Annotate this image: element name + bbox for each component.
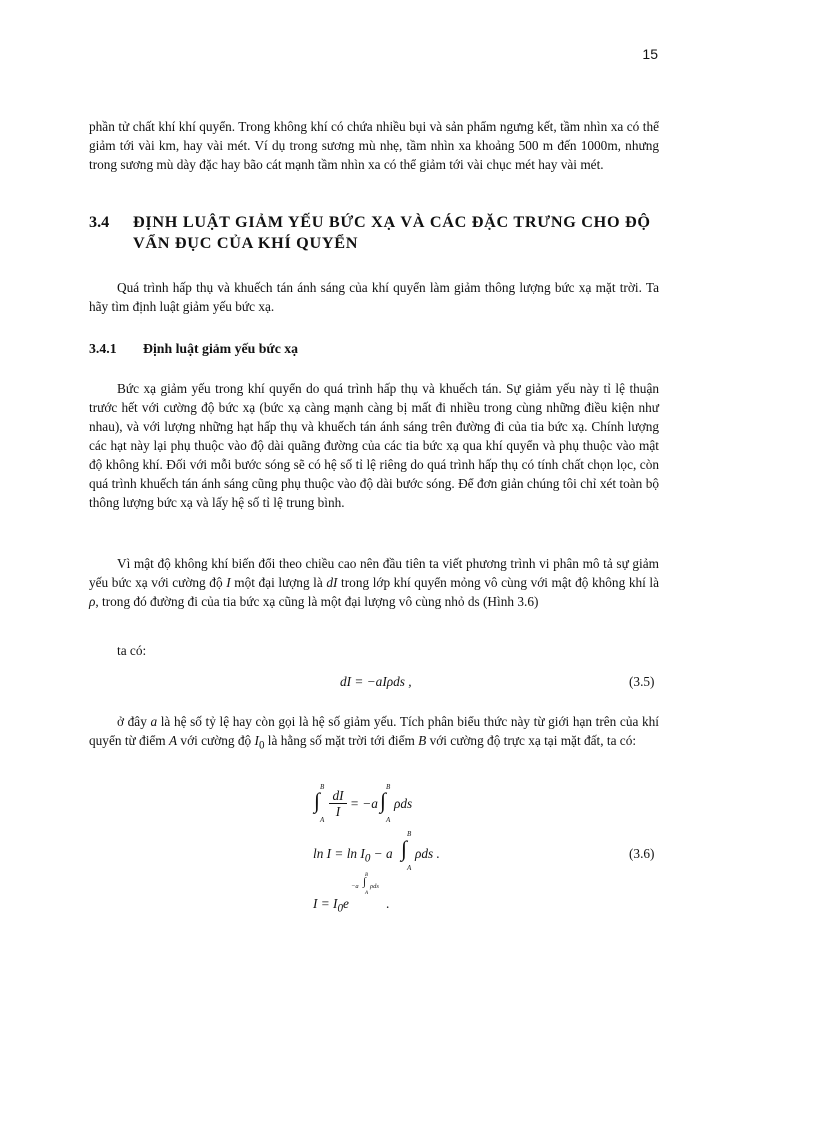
line3-end: . xyxy=(386,896,390,911)
integral-sign: ∫ xyxy=(314,788,321,813)
fraction-numerator: dI xyxy=(329,788,347,804)
integral-sign: ∫ xyxy=(401,836,408,861)
page-number: 15 xyxy=(642,46,658,62)
exponent-tail: ρds xyxy=(370,883,379,890)
subsection-number: 3.4.1 xyxy=(89,341,117,356)
paragraph-3: ở đây a là hệ số tỷ lệ hay còn gọi là hệ số giảm yếu. Tích phân biểu thức này từ giới hạn trên của khí quyển từ điểm A với cường độ $I_0$ là hằng số mặt trời tới điểm B với cường độ trực xạ tại mặt đất, ta có: xyxy=(89,714,659,752)
paragraph-2: Vì mật độ không khí biến đổi theo chiều cao nên đầu tiên ta viết phương trình vi phân mô tả sự giảm yếu bức xạ với cường độ I một đại lượng là dI trong lớp khí quyển mỏng vô cùng với mật độ không khí là ρ, trong đó đường đi của tia bức xạ cũng là một đại lượng vô cùng nhỏ ds (Hình 3.6) xyxy=(89,556,659,609)
exponent-integral-sign: ∫ xyxy=(363,876,367,888)
exponent-limit-bottom: A xyxy=(365,891,369,896)
fraction-denominator: I xyxy=(335,804,341,819)
equation-3-6-number: (3.6) xyxy=(629,846,655,861)
integral-sign: ∫ xyxy=(380,788,387,813)
exponent-limit-top: B xyxy=(365,873,369,878)
section-title: ĐỊNH LUẬT GIẢM YẾU BỨC XẠ VÀ CÁC ĐẶC TRƯNG CHO ĐỘ VẨN ĐỤC CỦA KHÍ QUYỂN xyxy=(133,213,651,252)
equation-3-5: dI = −aIρds , xyxy=(340,674,412,689)
line1-rhs: = −a xyxy=(350,796,378,811)
limit-top: B xyxy=(407,830,412,838)
paragraph-1: Bức xạ giảm yếu trong khí quyển do quá trình hấp thụ và khuếch tán. Sự giảm yếu này tỉ lệ thuận trước hết với cường độ bức xạ (bức xạ càng mạnh càng bị mất đi nhiều trong cùng những điều kiện như nhau), và với lượng những hạt hấp thụ và khuếch tán ánh sáng trên đường đi của tia bức xạ. Chính lượng các hạt này lại phụ thuộc vào độ dài quãng đường của các tia bức xạ qua khí quyển và phụ thuộc vào mật độ không khí. Đối với mỗi bước sóng sẽ có hệ số tỉ lệ riêng do quá trình hấp thụ có tính chất chọn lọc, còn quá trình khuếch tán ánh sáng cũng phụ thuộc vào độ dài bước sóng. Để đơn giản chúng tôi chỉ xét toàn bộ thông lượng bức xạ và lấy hệ số tỉ lệ trung bình. xyxy=(89,381,659,510)
limit-top: B xyxy=(320,783,325,791)
section-number: 3.4 xyxy=(89,213,110,231)
limit-top: B xyxy=(386,783,391,791)
limit-bottom: A xyxy=(320,816,325,824)
exponent: −a xyxy=(351,883,359,890)
line2-tail: ρds . xyxy=(415,846,440,861)
ta-co-text: ta có: xyxy=(117,643,147,658)
limit-bottom: A xyxy=(386,816,391,824)
line3-lhs: $I = I_0e$ xyxy=(313,896,349,915)
line1-tail: ρds xyxy=(394,796,413,811)
subsection-title: Định luật giảm yếu bức xạ xyxy=(143,341,299,356)
intro-paragraph: phần tử chất khí khí quyển. Trong không khí có chứa nhiều bụi và sản phẩm ngưng kết, tầm nhìn xa có thể giảm tới vài km, hay vài mét. Ví dụ trong sương mù nhẹ, tầm nhìn xa khoảng 500 m đến 1000m, nhưng trong sương mù dày đặc hay bão cát mạnh tầm nhìn xa có thể giảm tới vài chục mét hay vài mét. xyxy=(89,119,659,172)
line2-lhs: $\ln I = \ln I_0 - a$ xyxy=(313,846,393,865)
equation-3-6 xyxy=(310,780,510,915)
limit-bottom: A xyxy=(407,864,412,872)
equation-3-5-number: (3.5) xyxy=(629,674,655,689)
section-paragraph: Quá trình hấp thụ và khuếch tán ánh sáng của khí quyển làm giảm thông lượng bức xạ mặt trời. Ta hãy tìm định luật giảm yếu bức xạ. xyxy=(89,280,659,314)
